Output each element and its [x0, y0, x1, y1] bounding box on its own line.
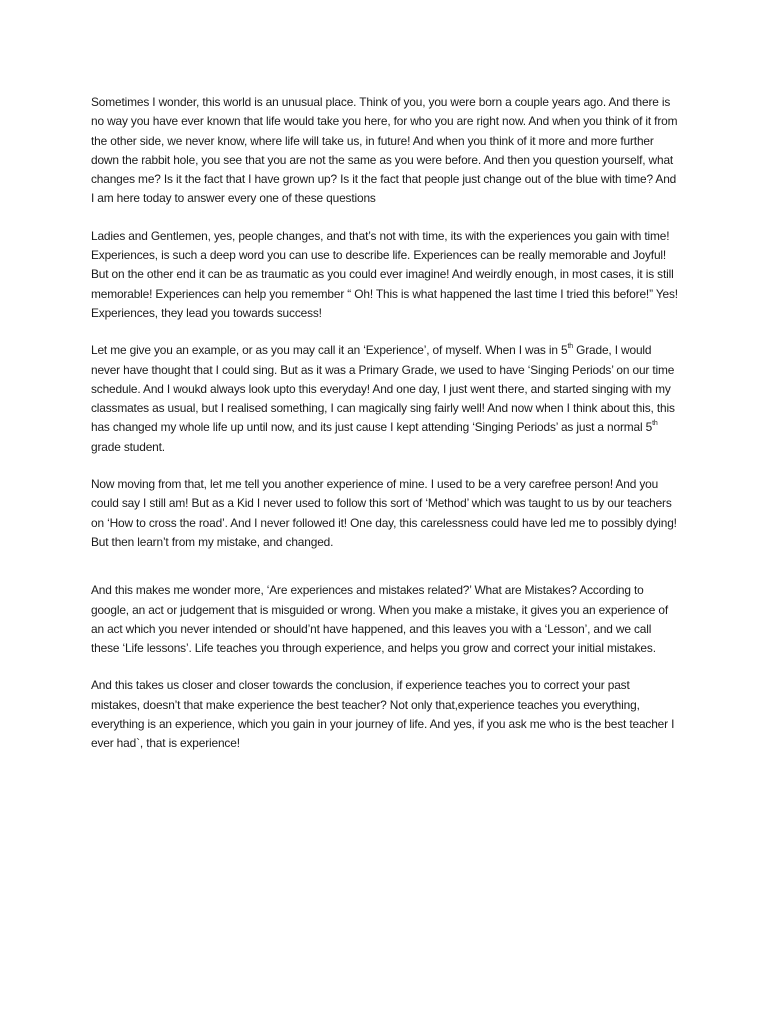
- paragraph-3-part-3: grade student.: [91, 439, 165, 454]
- paragraph-3-part-2: Grade, I would never have thought that I could sing. But as it was a Primary Grade, we used to have ‘Singing Periods’ on our time schedule. And I woukd always look upto this everyday! And one day, I just went there, and started singing with my classmates as usual, but I realised something, I can magically sing fairly well! And now when I think about this, this has changed my whole life up until now, and its just cause I kept attending ‘Singing Periods’ as just a normal 5: [91, 343, 675, 435]
- paragraph-1: Sometimes I wonder, this world is an unusual place. Think of you, you were born a couple years ago. And there is no way you have ever known that life would take you here, for who you are right now. And when you think of it from the other side, we never know, where life will take us, in future! And when you think of it more and more further down the rabbit hole, you see that you are not the same as you were before. And then you question yourself, what changes me? Is it the fact that I have grown up? Is it the fact that people just change out of the blue with time? And I am here today to answer every one of these questions: [91, 95, 678, 206]
- superscript-th-2: th: [652, 420, 658, 428]
- superscript-th-1: th: [567, 343, 573, 351]
- paragraph-4: Now moving from that, let me tell you another experience of mine. I used to be a very carefree person! And you could say I still am! But as a Kid I never used to follow this sort of ‘Method’ which was taught to us by our teachers on ‘How to cross the road’. And I never followed it! One day, this carelessness could have led me to possibly dying! But then learn’t from my mistake, and changed.: [91, 477, 677, 549]
- paragraph-3: [91, 341, 679, 457]
- document-body: [91, 93, 679, 754]
- paragraph-6: And this takes us closer and closer towards the conclusion, if experience teaches you to correct your past mistakes, doesn’t that make experience the best teacher? Not only that,experience teaches you everything, everything is an experience, which you gain in your journey of life. And yes, if you ask me who is the best teacher I ever had`, that is experience!: [91, 678, 675, 751]
- paragraph-3-part-1: Let me give you an example, or as you may call it an ‘Experience’, of myself. When I was in 5: [91, 343, 568, 358]
- paragraph-5: And this makes me wonder more, ‘Are experiences and mistakes related?’ What are Mistakes? According to google, an act or judgement that is misguided or wrong. When you make a mistake, it gives you an experience of an act which you never intended or should’nt have happened, and this leaves you with a ‘Lesson’, and we call these ‘Life lessons’. Life teaches you through experience, and helps you grow and correct your initial mistakes.: [91, 583, 669, 656]
- paragraph-2: Ladies and Gentlemen, yes, people changes, and that’s not with time, its with the experiences you gain with time! Experiences, is such a deep word you can use to describe life. Experiences can be really memorable and Joyful! But on the other end it can be as traumatic as you could ever imagine! And weirdly enough, in most cases, it is still memorable! Experiences can help you remember “ Oh! This is what happened the last time I tried this before!” Yes! Experiences, they lead you towards success!: [91, 228, 678, 320]
